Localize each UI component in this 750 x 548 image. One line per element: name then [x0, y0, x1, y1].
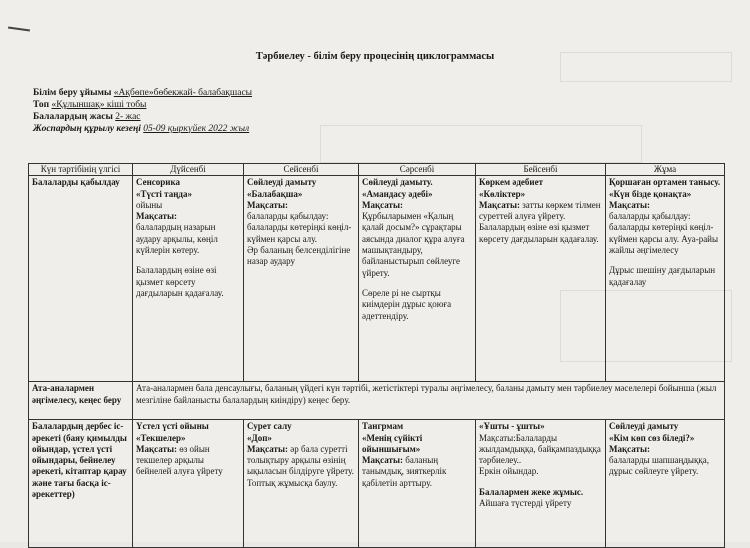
goal-text: өз ойын текшелер арқылы бейнелей алуға үйрету — [136, 443, 223, 477]
activity-title: «Күн бізде қонақта» — [609, 188, 692, 199]
table-row — [29, 382, 725, 420]
cell-independent-friday — [606, 420, 725, 548]
activity-title: «Түсті таңда» — [136, 188, 192, 199]
bleed-through-box — [320, 125, 642, 163]
activity-title: «Доп» — [247, 432, 272, 443]
activity-type: Тангрмам — [362, 421, 404, 432]
activity-type: Сөйлеуді дамыту — [609, 421, 679, 432]
activity-kind: ойыны — [136, 199, 163, 210]
cell-reception-tuesday — [244, 176, 359, 382]
goal-text: балаларды шапшаңдыққа, дұрыс сөйлеуге үйрету. — [609, 455, 709, 477]
period-line — [33, 124, 249, 134]
cell-independent-monday — [133, 420, 244, 548]
table-row — [29, 420, 725, 548]
row-label-reception: Балаларды қабылдау — [29, 176, 133, 382]
individual-work-label: Балалармен жеке жұмыс. — [479, 486, 584, 497]
activity-title: «Көліктер» — [479, 188, 526, 199]
free-play-text: Еркін ойындар. — [479, 466, 539, 477]
row-label-independent-activity: Балалардың дербес іс-әрекеті (баяу қимылды ойындар, үстел үсті ойындары, бейнелеу әрекеті, кітаптар қарау және тағы басқа іс-әрекеттер) — [29, 420, 133, 548]
goal-text: Құрбыларымен «Қалың қалай досым?» сұрақтары аясында диалог құра алуға машықтандыру, байланыстырып сөйлеуге үйрету. — [362, 211, 465, 278]
activity-title: «Текшелер» — [136, 432, 186, 443]
table-header-row — [29, 164, 725, 176]
goal-text: балаларды қабылдау: балаларды көтеріңкі көңіл-күймен қарсы алу. Ауа-райы жайлы әңгімелесу — [609, 211, 719, 256]
org-label: Білім беру ұйымы — [33, 88, 112, 98]
activity-title: «Менің сүйікті ойыншығым» — [362, 432, 423, 454]
org-line — [33, 88, 252, 98]
goal-label: Мақсаты: — [247, 199, 288, 210]
note-text: Сөреле рі не сыртқы киімдерін дұрыс қоюға әдеттендіру. — [362, 287, 452, 321]
cell-independent-tuesday — [244, 420, 359, 548]
goal-text: баланың танымдық, зияткерлік қабілетін арттыру. — [362, 455, 447, 488]
note-text: Әр баланың белсенділігіне назар аудару — [247, 245, 351, 267]
header-thursday: Бейсенбі — [476, 164, 606, 176]
activity-type: Үстел үсті ойыны — [136, 421, 209, 432]
age-label: Балалардың жасы — [33, 112, 113, 122]
activity-type: Көркем әдебиет — [479, 177, 544, 188]
org-value: «Ақбөпе»бөбекжай- балабақшасы — [113, 88, 253, 98]
row-label-parents: Ата-аналармен әңгімелесу, кеңес беру — [29, 382, 133, 420]
schedule-table — [28, 163, 725, 548]
goal-label: Мақсаты: — [609, 199, 650, 210]
goal-label: Мақсаты: — [479, 432, 516, 443]
goal-text: әр бала суретті толықтыру арқылы өзінің ықыласын білдіруге үйрету. Топтық жұмысқа баулу. — [247, 443, 354, 488]
note-text: Балалардың өзіне өзі қызмет көрсету дағдыларын қадағалау. — [479, 222, 599, 244]
cell-reception-thursday — [476, 176, 606, 382]
period-label: Жоспардың құрылу кезеңі — [33, 124, 141, 134]
group-label: Топ — [33, 100, 50, 110]
pen-mark — [8, 26, 30, 31]
page-title: Тәрбиелеу - білім беру процесінің циклограммасы — [255, 51, 495, 62]
goal-text: Балаларды жылдамдыққа, байқампаздыққа тәрбиелеу.. — [479, 432, 601, 466]
age-line — [33, 112, 141, 122]
period-value: 05-09 қыркүйек 2022 жыл — [143, 124, 250, 134]
activity-type: Сенсорика — [136, 177, 181, 188]
goal-text: затты көркем тілмен суреттей алуға үйрету. — [479, 199, 601, 222]
activity-type: Сөйлеуді дамыту. — [362, 177, 433, 188]
goal-label: Мақсаты: — [362, 199, 403, 210]
group-line — [33, 100, 146, 110]
activity-type: Сурет салу — [247, 421, 292, 432]
activity-title: «Ұшты - ұшты» — [479, 421, 545, 432]
individual-work-text: Айшаға түстерді үйрету — [479, 498, 572, 509]
group-value: «Құлыншақ» кіші тобы — [51, 100, 147, 110]
goal-label: Мақсаты: — [609, 443, 650, 454]
note-text: Дұрыс шешіну дағдыларын қадағалау — [609, 265, 716, 287]
note-text: Балалардың өзіне өзі қызмет көрсету дағдыларын қадағалау. — [136, 265, 224, 298]
goal-text: балаларды қабылдау: балаларды көтеріңкі көңіл-күймен қарсы алу. — [247, 211, 352, 244]
header-friday: Жұма — [606, 164, 725, 176]
activity-type: Сөйлеуді дамыту — [247, 177, 317, 188]
activity-type: Қоршаған ортамен танысу. — [609, 177, 721, 188]
goal-label: Мақсаты: — [247, 443, 288, 454]
cell-independent-thursday — [476, 420, 606, 548]
activity-title: «Балабақша» — [247, 188, 303, 199]
activity-title: «Амандасу әдебі» — [362, 188, 433, 199]
table-row — [29, 176, 725, 382]
goal-label: Мақсаты: — [136, 211, 177, 222]
goal-label: Мақсаты: — [136, 443, 177, 454]
header-routine: Күн тәртібінің үлгісі — [29, 164, 133, 176]
cell-reception-wednesday — [359, 176, 476, 382]
header-tuesday: Сейсенбі — [244, 164, 359, 176]
activity-title: «Кім көп сөз біледі?» — [609, 432, 695, 443]
age-value: 2- жас — [115, 112, 141, 122]
goal-label: Мақсаты: — [479, 199, 520, 210]
goal-label: Мақсаты: — [362, 455, 403, 466]
cell-reception-monday — [133, 176, 244, 382]
header-wednesday: Сәрсенбі — [359, 164, 476, 176]
goal-text: балалардың назарын аудару арқылы, көңіл күйлерін көтеру. — [136, 222, 218, 256]
cell-independent-wednesday — [359, 420, 476, 548]
cell-reception-friday — [606, 176, 725, 382]
cell-parents-all-week: Ата-аналармен бала денсаулығы, баланың үйдегі күн тәртібі, жетістіктері туралы әңгімелесу, баланы дамыту мен тәрбиелеу мәселелері бойынша (жыл мезгіліне байланысты балалардың киіндіру) кеңес беру. — [133, 382, 725, 420]
header-monday: Дүйсенбі — [133, 164, 244, 176]
